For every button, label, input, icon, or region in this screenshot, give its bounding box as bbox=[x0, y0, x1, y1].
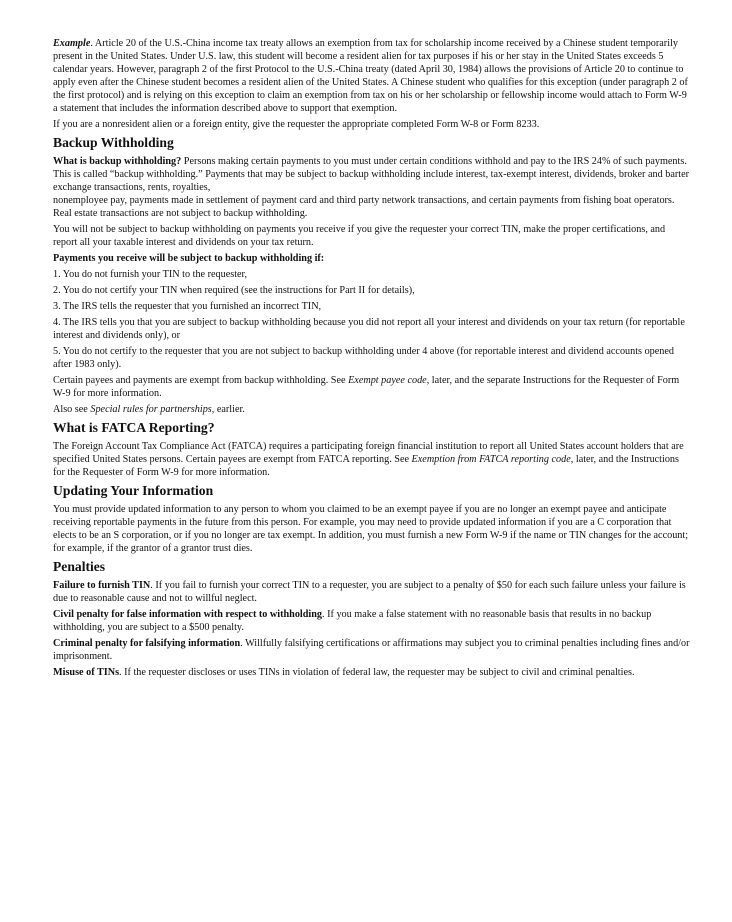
penalty-text: . If you make a false statement with no reasonable basis that results in no backup withholding, you are subject to a $500 penalty. bbox=[53, 609, 652, 633]
fatca-text-continued: , later, and the Instructions for the Requester of Form W-9 for more information. bbox=[53, 454, 679, 478]
fatca-paragraph bbox=[53, 440, 690, 479]
exempt-text: Certain payees and payments are exempt from backup withholding. See bbox=[53, 375, 349, 386]
exempt-paragraph bbox=[53, 374, 690, 400]
fatca-exemption-reference: Exemption from FATCA reporting code bbox=[411, 454, 571, 465]
fatca-text: The Foreign Account Tax Compliance Act (FATCA) requires a participating foreign financial institution to report all United States account holders that are specified United States persons. Certain payees are exempt from FATCA reporting. See bbox=[53, 441, 684, 465]
penalty-item bbox=[53, 579, 690, 605]
list-item: 4. The IRS tells you that you are subject to backup withholding because you did not report all your interest and dividends on your tax return (for reportable interest and dividends only), or bbox=[53, 317, 685, 341]
list-item: 2. You do not certify your TIN when required (see the instructions for Part II for details), bbox=[53, 285, 415, 296]
penalty-lead: Criminal penalty for falsifying information bbox=[53, 638, 241, 649]
backup-conditions-list bbox=[53, 268, 690, 371]
example-paragraph bbox=[53, 37, 690, 115]
updating-heading: Updating Your Information bbox=[53, 483, 214, 498]
backup-definition-text-continued: nonemployee pay, payments made in settlement of payment card and third party network transactions, and certain payments from fishing boat operators. Real estate transactions are not subject to backup withholding. bbox=[53, 195, 675, 219]
backup-definition-text: Persons making certain payments to you must under certain conditions withhold and pay to the IRS 24% of such payments. This is called “backup withholding.” Payments that may be subject to backup withholding include interest, tax-exempt interest, dividends, broker and barter exchange transactions, rents, royalties, bbox=[53, 156, 689, 193]
nonresident-paragraph: If you are a nonresident alien or a foreign entity, give the requester the appropriate completed Form W-8 or Form 8233. bbox=[53, 119, 540, 130]
penalty-lead: Misuse of TINs bbox=[53, 667, 120, 678]
penalty-lead: Civil penalty for false information with respect to withholding bbox=[53, 609, 323, 620]
penalties-heading: Penalties bbox=[53, 559, 106, 574]
also-see-paragraph bbox=[53, 403, 690, 416]
backup-question: What is backup withholding? bbox=[53, 156, 182, 167]
not-subject-paragraph: You will not be subject to backup withholding on payments you receive if you give the requester your correct TIN, make the proper certifications, and report all your taxable interest and dividends on your tax return. bbox=[53, 224, 666, 248]
penalty-text: . If the requester discloses or uses TINs in violation of federal law, the requester may be subject to civil and criminal penalties. bbox=[119, 667, 635, 678]
list-item: 1. You do not furnish your TIN to the requester, bbox=[53, 269, 248, 280]
list-item: 3. The IRS tells the requester that you furnished an incorrect TIN, bbox=[53, 301, 322, 312]
penalty-text: . Willfully falsifying certifications or affirmations may subject you to criminal penalties including fines and/or imprisonment. bbox=[53, 638, 690, 662]
penalty-text: . If you fail to furnish your correct TIN to a requester, you are subject to a penalty of $50 for each such failure unless your failure is due to reasonable cause and not to willful neglect. bbox=[53, 580, 686, 604]
also-see-text-continued: earlier. bbox=[214, 404, 245, 415]
example-text: . Article 20 of the U.S.-China income tax treaty allows an exemption from tax for scholarship income received by a Chinese student temporarily present in the United States. Under U.S. law, this student will become a resident alien for tax purposes if his or her stay in the United States exceeds 5 calendar years. However, paragraph 2 of the first Protocol to the U.S.-China treaty (dated April 30, 1984) allows the provisions of Article 20 to continue to apply even after the Chinese student becomes a resident alien of the United States. A Chinese student who qualifies for this exception (under paragraph 2 of the first protocol) and is relying on this exception to claim an exemption from tax on his or her scholarship or fellowship income would attach to Form W-9 a statement that includes the information described above to support that exemption. bbox=[53, 38, 688, 114]
exempt-text-continued: , later, and the separate Instructions for the Requester of Form W-9 for more information. bbox=[53, 375, 680, 399]
penalty-lead: Failure to furnish TIN bbox=[53, 580, 151, 591]
also-see-text: Also see bbox=[53, 404, 91, 415]
partnerships-reference: Special rules for partnerships, bbox=[90, 404, 215, 415]
penalty-item bbox=[53, 608, 690, 634]
backup-definition-paragraph bbox=[53, 155, 690, 220]
penalty-item bbox=[53, 666, 690, 679]
list-item: 5. You do not certify to the requester that you are not subject to backup withholding under 4 above (for reportable interest and dividend accounts opened after 1983 only). bbox=[53, 346, 674, 370]
backup-withholding-heading: Backup Withholding bbox=[53, 135, 174, 150]
exempt-payee-code-reference: Exempt payee code bbox=[348, 375, 427, 386]
example-lead: Example bbox=[53, 38, 91, 49]
payments-subject-heading: Payments you receive will be subject to backup withholding if: bbox=[53, 253, 325, 264]
penalty-item bbox=[53, 637, 690, 663]
fatca-heading: What is FATCA Reporting? bbox=[53, 420, 215, 435]
updating-paragraph: You must provide updated information to any person to whom you claimed to be an exempt payee if you are no longer an exempt payee and anticipate receiving reportable payments in the future from this person. For example, you may need to provide updated information if you are a C corporation that elects to be an S corporation, or if you no longer are tax exempt. In addition, you must furnish a new Form W-9 if the name or TIN changes for the account; for example, if the grantor of a grantor trust dies. bbox=[53, 504, 689, 554]
